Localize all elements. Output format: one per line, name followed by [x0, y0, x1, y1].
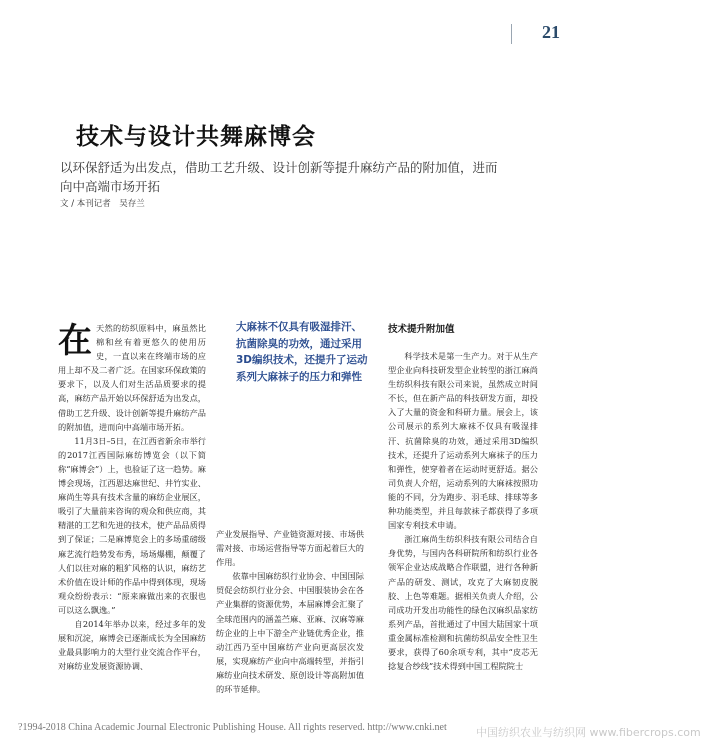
- byline: 文 / 本刊记者 吴存兰: [60, 199, 145, 209]
- column-1: [58, 321, 206, 673]
- column-3: [388, 349, 538, 673]
- paragraph: 依靠中国麻纺织行业协会、中国国际贸促会纺织行业分会、中国服装协会在各产业集群的资源优势，本届麻博会汇聚了全球范围内的涵盖苎麻、亚麻、汉麻等麻纺企业的上中下游全产业链优秀企业，推动江西乃至中国麻纺产业向更高层次发展，实现麻纺产业向中高端转型，并指引麻纺业向技术研发、原创设计等高附加值的环节延伸。: [216, 571, 364, 695]
- column-2: [216, 527, 364, 696]
- paragraph: 产业发展指导、产业链资源对接、市场供需对接、市场运营指导等方面起着巨大的作用。: [216, 529, 364, 568]
- article-subtitle: 以环保舒适为出发点，借助工艺升级、设计创新等提升麻纺产品的附加值，进而向中高端市场开拓: [60, 160, 498, 194]
- drop-cap: 在: [58, 321, 92, 361]
- section-heading: 技术提升附加值: [388, 324, 455, 335]
- paragraph: 科学技术是第一生产力。对于从生产型企业向科技研发型企业转型的浙江麻尚生纺织科技有限公司来说，虽然成立时间不长，但在新产品的科技研发方面，却投入了大量的资金和科研力量。展会上，该公司展示的系列大麻袜不仅具有吸湿排汗、抗菌除臭的功效，通过采用3D编织技术，还提升了运动系列大麻袜子的压力和弹性，使穿着者在运动时更舒适。据公司负责人介绍，运动系列的大麻袜按照功能的不同，分为跑步、羽毛球、排球等多种功能类型，并且每款袜子都获得了多项国家专利技术申请。: [388, 351, 538, 531]
- copyright-footer: ?1994-2018 China Academic Journal Electronic Publishing House. All rights reserved. http://www.cnki.net: [18, 722, 447, 733]
- site-watermark: 中国纺织农业与纺织网 www.fibercrops.com: [476, 726, 701, 739]
- paragraph: 11月3日–5日，在江西省新余市举行的2017江西国际麻纺博览会（以下简称“麻博会”）上，也验证了这一趋势。麻博会现场，江西恩达麻世纪、井竹实业、麻尚生等具有技术含量的麻纺企业展区，吸引了大量前来咨询的观众和供应商，其精湛的工艺和先进的技术，使产品品质得到了保证；二是麻博览会上的多场重磅级麻艺流行趋势发布秀，场场爆棚，颠覆了人们以往对麻的粗犷风格的认识，麻纺艺术价值在设计师的作品中得到体现，现场观众纷纷表示：“原来麻做出来的衣服也可以这么飘逸。”: [58, 435, 206, 615]
- paragraph: 自2014年举办以来，经过多年的发展和沉淀，麻博会已逐渐成长为全国麻纺业最具影响力的大型行业交流合作平台，对麻纺业发展资源协调、: [58, 618, 206, 672]
- article-title: 技术与设计共舞麻博会: [76, 123, 316, 150]
- paragraph: 天然的纺织原料中，麻虽然比棉和丝有着更悠久的使用历史，一直以来在终端市场的应用上却不及二者广泛。在国家环保政策的要求下，以及人们对生活品质要求的提高，麻纺产品开始以环保舒适为出发点，借助工艺升级、设计创新等提升麻纺产品的附加值，进而向中高端市场开拓。: [58, 323, 206, 432]
- page-number: 21: [542, 22, 560, 42]
- paragraph: 浙江麻尚生纺织科技有限公司结合自身优势，与国内各科研院所和纺织行业各领军企业达成战略合作联盟，进行各种新产品的研发、测试，攻克了大麻韧皮脱胶、上色等难题。据相关负责人介绍，公司成功开发出功能性的绿色汉麻织品家纺系列产品，首批通过了中国大陆国家十项重金属标准检测和抗菌纺织品安全性卫生要求，获得了60余项专利，其中“皮芯无捻复合纱线”技术得到中国工程院院士: [388, 534, 538, 672]
- pull-quote: 大麻袜不仅具有吸湿排汗、抗菌除臭的功效，通过采用3D编织技术，还提升了运动系列大麻袜子的压力和弹性: [236, 321, 368, 383]
